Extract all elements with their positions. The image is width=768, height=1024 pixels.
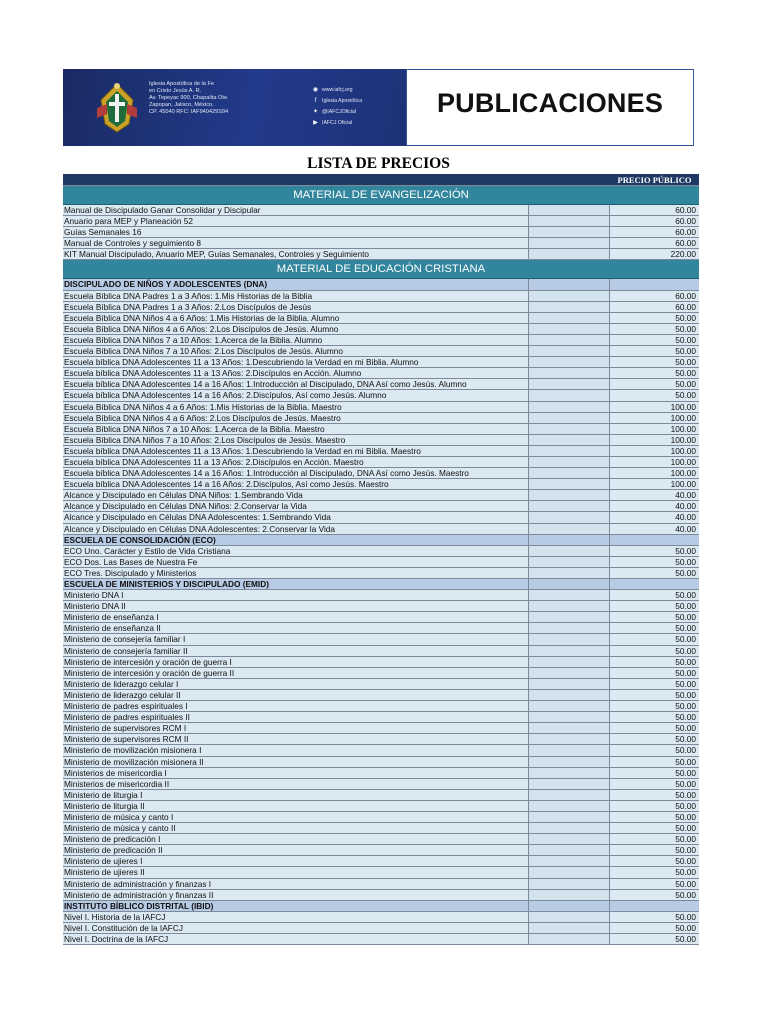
empty-cell <box>529 668 610 678</box>
subsection-title: INSTITUTO BÍBLICO DISTRITAL (IBID) <box>63 901 529 911</box>
product-name-cell: Escuela Bíblica DNA Niños 7 a 10 Años: 1.Acerca de la Biblia. Alumno <box>63 335 529 345</box>
price-cell: 60.00 <box>675 216 696 227</box>
table-row <box>63 623 699 634</box>
product-name-cell: Ministerio de liderazgo celular II <box>63 690 529 700</box>
product-name-cell: Escuela Bíblica DNA Niños 7 a 10 Años: 1.Acerca de la Biblia. Maestro <box>63 424 529 434</box>
twitter-icon: ✦ <box>312 109 319 115</box>
table-row <box>63 468 699 479</box>
table-row <box>63 335 699 346</box>
price-cell: 50.00 <box>675 889 696 900</box>
price-cell: 40.00 <box>675 501 696 512</box>
price-cell: 220.00 <box>670 249 696 260</box>
table-row <box>63 801 699 812</box>
table-row <box>63 524 699 535</box>
contact-text: www.iafcj.org <box>322 87 353 93</box>
table-row <box>63 557 699 568</box>
contact-text: IAFCJ Oficial <box>322 120 353 126</box>
table-row <box>63 490 699 501</box>
product-name-cell: Ministerio de ujieres II <box>63 867 529 877</box>
price-cell: 50.00 <box>675 678 696 689</box>
price-cell: 50.00 <box>675 834 696 845</box>
price-cell: 50.00 <box>675 911 696 922</box>
empty-cell <box>529 845 610 855</box>
empty-cell <box>529 568 610 578</box>
empty-cell <box>529 216 610 226</box>
empty-cell <box>529 227 610 237</box>
facebook-icon: f <box>314 98 317 104</box>
youtube-icon: ▶ <box>313 120 318 126</box>
table-row <box>63 601 699 612</box>
empty-cell <box>529 757 610 767</box>
empty-cell <box>529 579 610 589</box>
product-name-cell: Escuela bíblica DNA Adolescentes 14 a 16 Años: 2.Discípulos, Así como Jesús. Alumno <box>63 390 529 400</box>
price-cell: 60.00 <box>675 205 696 215</box>
product-name-cell: Ministerio de intercesión y oración de guerra I <box>63 657 529 667</box>
price-cell: 60.00 <box>675 238 696 249</box>
address-line: en Cristo Jesús A. R. <box>149 88 202 94</box>
empty-cell <box>529 238 610 248</box>
product-name-cell: Ministerio de padres espirituales I <box>63 701 529 711</box>
table-row <box>63 546 699 557</box>
product-name-cell: Escuela Bíblica DNA Niños 4 a 6 Años: 1.Mis Historias de la Biblia. Maestro <box>63 402 529 412</box>
empty-cell <box>529 501 610 511</box>
product-name-cell: Escuela bíblica DNA Adolescentes 11 a 13 Años: 2.Discípulos en Acción. Alumno <box>63 368 529 378</box>
empty-cell <box>529 657 610 667</box>
table-row <box>63 723 699 734</box>
price-cell: 50.00 <box>675 346 696 357</box>
product-name-cell: Alcance y Discipulado en Células DNA Adolescentes: 1.Sembrando Vida <box>63 512 529 522</box>
price-cell: 60.00 <box>675 301 696 312</box>
section-header-row <box>63 186 699 205</box>
empty-cell <box>529 701 610 711</box>
table-row <box>63 346 699 357</box>
product-name-cell: Escuela bíblica DNA Adolescentes 14 a 16 Años: 1.Introducción al Discipulado, DNA Así como Jesús. Alumno <box>63 379 529 389</box>
price-cell: 50.00 <box>675 867 696 878</box>
product-name-cell: Ministerio de movilización misionera I <box>63 745 529 755</box>
product-name-cell: Ministerio de movilización misionera II <box>63 757 529 767</box>
product-name-cell: Escuela bíblica DNA Adolescentes 11 a 13 Años: 2.Discípulos en Acción. Maestro <box>63 457 529 467</box>
contact-item[interactable] <box>314 98 363 105</box>
subsection-title: ESCUELA DE CONSOLIDACIÓN (ECO) <box>63 535 529 545</box>
empty-cell <box>529 856 610 866</box>
contact-item[interactable] <box>312 109 357 116</box>
empty-cell <box>529 490 610 500</box>
section-title: MATERIAL DE EDUCACIÓN CRISTIANA <box>276 263 486 276</box>
table-row <box>63 912 699 923</box>
table-row <box>63 845 699 856</box>
table-row <box>63 712 699 723</box>
empty-cell <box>529 413 610 423</box>
address-line: Iglesia Apostólica de la Fe <box>149 81 214 87</box>
price-cell: 50.00 <box>675 789 696 800</box>
empty-cell <box>529 512 610 522</box>
empty-cell <box>529 324 610 334</box>
product-name-cell: Escuela Bíblica DNA Padres 1 a 3 Años: 2.Los Discípulos de Jesús <box>63 302 529 312</box>
price-cell: 50.00 <box>675 334 696 345</box>
table-row <box>63 479 699 490</box>
product-name-cell: Nivel I. Historia de la IAFCJ <box>63 912 529 922</box>
table-row <box>63 512 699 523</box>
product-name-cell: Ministerio de enseñanza II <box>63 623 529 633</box>
table-row <box>63 216 699 227</box>
table-row <box>63 779 699 790</box>
empty-cell <box>529 901 610 911</box>
church-banner <box>63 69 406 146</box>
empty-cell <box>529 734 610 744</box>
price-table <box>63 174 699 945</box>
price-cell: 50.00 <box>675 778 696 789</box>
price-cell: 50.00 <box>675 390 696 401</box>
table-row <box>63 205 699 216</box>
table-row <box>63 227 699 238</box>
product-name-cell: Ministerio de ujieres I <box>63 856 529 866</box>
price-cell: 50.00 <box>675 667 696 678</box>
empty-cell <box>529 390 610 400</box>
table-row <box>63 424 699 435</box>
price-cell: 50.00 <box>675 922 696 933</box>
product-name-cell: KIT Manual Discipulado, Anuario MEP, Guías Semanales, Controles y Seguimiento <box>63 249 529 259</box>
table-body <box>63 186 699 945</box>
empty-cell <box>529 890 610 900</box>
empty-cell <box>529 823 610 833</box>
table-row <box>63 634 699 645</box>
table-row <box>63 890 699 901</box>
empty-cell <box>529 934 610 944</box>
price-cell: 40.00 <box>675 490 696 501</box>
contact-item[interactable] <box>313 120 353 127</box>
contact-text: @IAFCJOficial <box>322 109 357 115</box>
table-row <box>63 934 699 945</box>
table-row <box>63 668 699 679</box>
product-name-cell: Alcance y Discipulado en Células DNA Niños: 2.Conservar la Vida <box>63 501 529 511</box>
contact-item[interactable] <box>312 87 353 94</box>
empty-cell <box>529 302 610 312</box>
empty-cell <box>529 402 610 412</box>
globe-icon: ◉ <box>312 87 319 93</box>
product-name-cell: Escuela Bíblica DNA Padres 1 a 3 Años: 1.Mis Historias de la Biblia <box>63 291 529 301</box>
contact-text: Iglesia Apostólica <box>322 98 363 104</box>
empty-cell <box>529 357 610 367</box>
price-cell: 50.00 <box>675 756 696 767</box>
table-row <box>63 390 699 401</box>
section-title: MATERIAL DE EVANGELIZACIÓN <box>293 189 469 201</box>
product-name-cell: Nivel I. Doctrina de la IAFCJ <box>63 934 529 944</box>
product-name-cell: Ministerio de supervisores RCM I <box>63 723 529 733</box>
product-name-cell: ECO Dos. Las Bases de Nuestra Fe <box>63 557 529 567</box>
price-cell: 50.00 <box>675 878 696 889</box>
price-cell: 50.00 <box>675 701 696 712</box>
price-cell: 100.00 <box>670 434 696 445</box>
empty-cell <box>529 812 610 822</box>
table-row <box>63 823 699 834</box>
price-cell: 50.00 <box>675 545 696 556</box>
table-row <box>63 357 699 368</box>
product-name-cell: Ministerio de música y canto II <box>63 823 529 833</box>
empty-cell <box>529 601 610 611</box>
empty-cell <box>529 646 610 656</box>
empty-cell <box>529 834 610 844</box>
empty-cell <box>529 524 610 534</box>
empty-cell <box>529 468 610 478</box>
table-row <box>63 302 699 313</box>
price-cell: 40.00 <box>675 523 696 534</box>
price-cell: 50.00 <box>675 689 696 700</box>
price-cell: 50.00 <box>675 767 696 778</box>
address-line: Zapopan, Jalisco, México. <box>149 102 214 108</box>
product-name-cell: Ministerio de intercesión y oración de guerra II <box>63 668 529 678</box>
address-line: Av. Tepeyac 900, Chapalita Ote. <box>149 95 229 101</box>
table-row <box>63 768 699 779</box>
table-row <box>63 867 699 878</box>
product-name-cell: Ministerio de administración y finanzas II <box>63 890 529 900</box>
empty-cell <box>529 368 610 378</box>
price-cell: 50.00 <box>675 357 696 368</box>
table-row <box>63 413 699 424</box>
table-row <box>63 238 699 249</box>
empty-cell <box>529 679 610 689</box>
empty-cell <box>529 723 610 733</box>
product-name-cell: Manual de Discipulado Ganar Consolidar y Discipular <box>63 205 529 215</box>
product-name-cell: Anuario para MEP y Planeación 52 <box>63 216 529 226</box>
empty-cell <box>529 205 610 215</box>
address-line: CP. 45040 RFC: IAF940429S94 <box>149 109 229 115</box>
product-name-cell: Ministerio de supervisores RCM II <box>63 734 529 744</box>
product-name-cell: Ministerio DNA I <box>63 590 529 600</box>
price-cell: 50.00 <box>675 734 696 745</box>
empty-cell <box>529 623 610 633</box>
product-name-cell: Ministerio de liturgia II <box>63 801 529 811</box>
table-row <box>63 790 699 801</box>
price-cell: 50.00 <box>675 800 696 811</box>
table-row <box>63 590 699 601</box>
price-cell: 50.00 <box>675 623 696 634</box>
empty-cell <box>529 249 610 259</box>
table-row <box>63 501 699 512</box>
empty-cell <box>529 879 610 889</box>
table-row <box>63 757 699 768</box>
subsection-title: ESCUELA DE MINISTERIOS Y DISCIPULADO (EMID) <box>63 579 529 589</box>
table-row <box>63 679 699 690</box>
price-list-title: LISTA DE PRECIOS <box>307 155 450 172</box>
price-cell: 50.00 <box>675 656 696 667</box>
product-name-cell: Ministerios de misericordia II <box>63 779 529 789</box>
price-cell: 50.00 <box>675 712 696 723</box>
table-row <box>63 734 699 745</box>
price-cell: 50.00 <box>675 368 696 379</box>
price-cell: 50.00 <box>675 556 696 567</box>
product-name-cell: Ministerio de liderazgo celular I <box>63 679 529 689</box>
table-row <box>63 368 699 379</box>
product-name-cell: Ministerio de predicación II <box>63 845 529 855</box>
product-name-cell: Ministerio de liturgia I <box>63 790 529 800</box>
product-name-cell: Ministerio DNA II <box>63 601 529 611</box>
product-name-cell: Escuela bíblica DNA Adolescentes 14 a 16 Años: 1.Introducción al Discipulado, DNA Así como Jesús. Maestro <box>63 468 529 478</box>
subsection-row <box>63 279 699 290</box>
price-cell: 100.00 <box>670 468 696 479</box>
empty-cell <box>529 479 610 489</box>
product-name-cell: Escuela Bíblica DNA Niños 7 a 10 Años: 2.Los Discípulos de Jesús. Alumno <box>63 346 529 356</box>
table-row <box>63 612 699 623</box>
subsection-row <box>63 901 699 912</box>
product-name-cell: Nivel I. Constitución de la IAFCJ <box>63 923 529 933</box>
empty-cell <box>529 335 610 345</box>
product-name-cell: Alcance y Discipulado en Células DNA Niños: 1.Sembrando Vida <box>63 490 529 500</box>
empty-cell <box>529 590 610 600</box>
price-cell: 100.00 <box>670 456 696 467</box>
price-cell: 50.00 <box>675 601 696 612</box>
table-row <box>63 879 699 890</box>
price-cell: 100.00 <box>670 445 696 456</box>
product-name-cell: ECO Tres. Discipulado y Ministerios <box>63 568 529 578</box>
table-row <box>63 568 699 579</box>
table-row <box>63 446 699 457</box>
empty-cell <box>529 923 610 933</box>
price-cell: 50.00 <box>675 723 696 734</box>
table-row <box>63 249 699 260</box>
empty-cell <box>529 279 610 289</box>
product-name-cell: Guías Semanales 16 <box>63 227 529 237</box>
price-cell: 100.00 <box>670 423 696 434</box>
price-cell: 50.00 <box>675 323 696 334</box>
table-row <box>63 457 699 468</box>
empty-cell <box>529 535 610 545</box>
price-cell: 50.00 <box>675 845 696 856</box>
price-cell: 50.00 <box>675 612 696 623</box>
empty-cell <box>529 379 610 389</box>
empty-cell <box>529 313 610 323</box>
table-row <box>63 324 699 335</box>
table-row <box>63 379 699 390</box>
price-cell: 50.00 <box>675 379 696 390</box>
empty-cell <box>529 768 610 778</box>
empty-cell <box>529 634 610 644</box>
publications-title: PUBLICACIONES <box>436 88 664 118</box>
empty-cell <box>529 690 610 700</box>
product-name-cell: Escuela bíblica DNA Adolescentes 11 a 13 Años: 1.Descubriendo la Verdad en mi Biblia. Alumno <box>63 357 529 367</box>
empty-cell <box>529 557 610 567</box>
empty-cell <box>529 446 610 456</box>
price-cell: 50.00 <box>675 590 696 601</box>
product-name-cell: Ministerio de consejería familiar II <box>63 646 529 656</box>
product-name-cell: Ministerio de música y canto I <box>63 812 529 822</box>
empty-cell <box>529 291 610 301</box>
table-row <box>63 402 699 413</box>
subsection-row <box>63 579 699 590</box>
empty-cell <box>529 424 610 434</box>
product-name-cell: ECO Uno. Carácter y Estilo de Vida Cristiana <box>63 546 529 556</box>
empty-cell <box>529 546 610 556</box>
empty-cell <box>529 790 610 800</box>
price-cell: 50.00 <box>675 312 696 323</box>
title-box <box>406 69 694 146</box>
empty-cell <box>529 779 610 789</box>
table-row <box>63 291 699 302</box>
price-cell: 50.00 <box>675 634 696 645</box>
table-row <box>63 923 699 934</box>
table-row <box>63 313 699 324</box>
church-logo <box>93 78 141 136</box>
price-cell: 100.00 <box>670 412 696 423</box>
price-cell: 100.00 <box>670 401 696 412</box>
price-cell: 50.00 <box>675 645 696 656</box>
product-name-cell: Ministerio de administración y finanzas I <box>63 879 529 889</box>
product-name-cell: Escuela bíblica DNA Adolescentes 14 a 16 Años: 2.Discípulos, Así como Jesús. Maestro <box>63 479 529 489</box>
empty-cell <box>529 435 610 445</box>
empty-cell <box>529 745 610 755</box>
product-name-cell: Ministerio de consejería familiar I <box>63 634 529 644</box>
product-name-cell: Ministerio de padres espirituales II <box>63 712 529 722</box>
product-name-cell: Escuela Bíblica DNA Niños 4 a 6 Años: 1.Mis Historias de la Biblia. Alumno <box>63 313 529 323</box>
product-name-cell: Escuela bíblica DNA Adolescentes 11 a 13 Años: 1.Descubriendo la Verdad en mi Biblia. Maestro <box>63 446 529 456</box>
price-cell: 50.00 <box>675 811 696 822</box>
price-cell: 40.00 <box>675 512 696 523</box>
table-row <box>63 745 699 756</box>
price-column-header: PRECIO PÚBLICO <box>617 175 692 185</box>
empty-cell <box>529 801 610 811</box>
empty-cell <box>529 912 610 922</box>
table-row <box>63 812 699 823</box>
product-name-cell: Escuela Bíblica DNA Niños 7 a 10 Años: 2.Los Discípulos de Jesús. Maestro <box>63 435 529 445</box>
table-row <box>63 657 699 668</box>
price-cell: 50.00 <box>675 934 696 944</box>
table-row <box>63 690 699 701</box>
product-name-cell: Alcance y Discipulado en Células DNA Adolescentes: 2.Conservar la Vida <box>63 524 529 534</box>
price-cell: 50.00 <box>675 856 696 867</box>
product-name-cell: Escuela Bíblica DNA Niños 4 a 6 Años: 2.Los Discípulos de Jesús. Maestro <box>63 413 529 423</box>
header-banner <box>63 69 694 146</box>
table-row <box>63 701 699 712</box>
empty-cell <box>529 346 610 356</box>
subsection-row <box>63 535 699 546</box>
section-header-row <box>63 260 699 279</box>
product-name-cell: Manual de Controles y seguimiento 8 <box>63 238 529 248</box>
product-name-cell: Ministerio de predicación I <box>63 834 529 844</box>
price-cell: 50.00 <box>675 567 696 578</box>
table-row <box>63 646 699 657</box>
table-row <box>63 834 699 845</box>
table-row <box>63 435 699 446</box>
empty-cell <box>529 712 610 722</box>
product-name-cell: Ministerio de enseñanza I <box>63 612 529 622</box>
empty-cell <box>529 612 610 622</box>
price-cell: 100.00 <box>670 479 696 490</box>
empty-cell <box>529 867 610 877</box>
price-cell: 50.00 <box>675 745 696 756</box>
table-row <box>63 856 699 867</box>
price-cell: 60.00 <box>675 227 696 238</box>
empty-cell <box>529 457 610 467</box>
product-name-cell: Ministerios de misericordia I <box>63 768 529 778</box>
product-name-cell: Escuela Bíblica DNA Niños 4 a 6 Años: 2.Los Discípulos de Jesús. Alumno <box>63 324 529 334</box>
table-header-row <box>63 174 699 186</box>
price-cell: 60.00 <box>675 290 696 301</box>
subsection-title: DISCIPULADO DE NIÑOS Y ADOLESCENTES (DNA) <box>63 279 529 289</box>
price-cell: 50.00 <box>675 823 696 834</box>
